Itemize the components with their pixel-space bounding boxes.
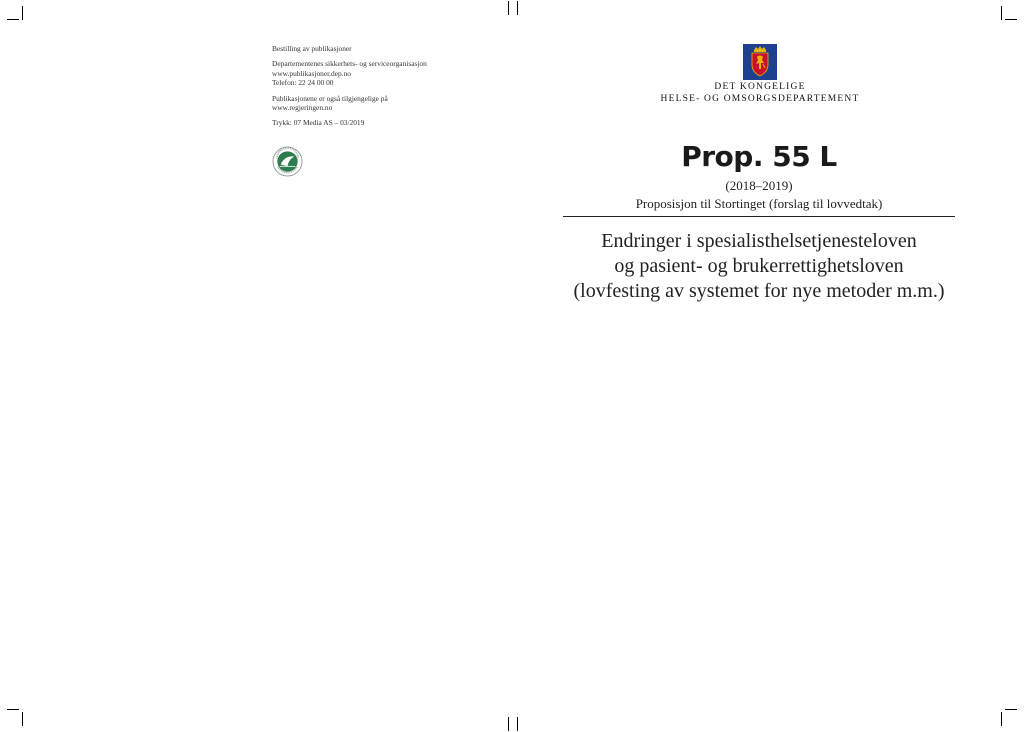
crop-mark-bottom-center-1: [508, 717, 509, 731]
crop-mark-top-right-v: [1001, 6, 1002, 20]
document-type: Proposisjon til Stortinget (forslag til lovvedtak): [635, 196, 883, 211]
coat-of-arms-icon: [743, 44, 777, 80]
crop-mark-bottom-right-v: [1001, 712, 1002, 726]
nordic-swan-ecolabel-icon: [272, 146, 303, 177]
crop-mark-top-left-h: [7, 19, 19, 20]
crop-mark-bottom-left-h: [7, 709, 19, 710]
crop-mark-bottom-right-h: [1005, 709, 1017, 710]
print-info: Trykk: 07 Media AS – 03/2019: [272, 118, 365, 128]
ministry-name-line-1: DET KONGELIGE: [714, 82, 806, 92]
ministry-name-line-2: HELSE- OG OMSORGSDEPARTEMENT: [660, 94, 860, 104]
org-contact: [272, 59, 522, 87]
crop-mark-bottom-center-2: [517, 717, 518, 731]
ordering-heading: Bestilling av publikasjoner: [272, 44, 352, 53]
org-name: Departementenes sikkerhets- og serviceorganisasjon: [272, 59, 427, 69]
document-number: Prop. 55 L: [681, 140, 837, 173]
crop-mark-top-center-1: [508, 1, 509, 15]
title-line-3: (lovfesting av systemet for nye metoder m.m.): [573, 280, 945, 302]
org-web: www.publikasjoner.dep.no: [272, 68, 351, 78]
crop-mark-top-left-v: [22, 6, 23, 20]
availability-url: www.regjeringen.no: [272, 103, 333, 113]
ministry-logo: [640, 44, 880, 104]
availability: [272, 94, 522, 113]
crop-mark-bottom-left-v: [22, 712, 23, 726]
crop-mark-top-center-2: [517, 1, 518, 15]
title-line-1: Endringer i spesialisthelsetjenesteloven: [601, 230, 917, 252]
org-phone: Telefon: 22 24 00 00: [272, 78, 334, 88]
back-cover-info: [272, 44, 522, 134]
divider: [563, 216, 955, 217]
session-years: (2018–2019): [725, 178, 793, 193]
crop-mark-top-right-h: [1005, 19, 1017, 20]
availability-line-1: Publikasjonene er også tilgjengelige på: [272, 93, 388, 103]
document-title: [560, 229, 958, 304]
title-line-2: og pasient- og brukerrettighetsloven: [614, 255, 904, 277]
